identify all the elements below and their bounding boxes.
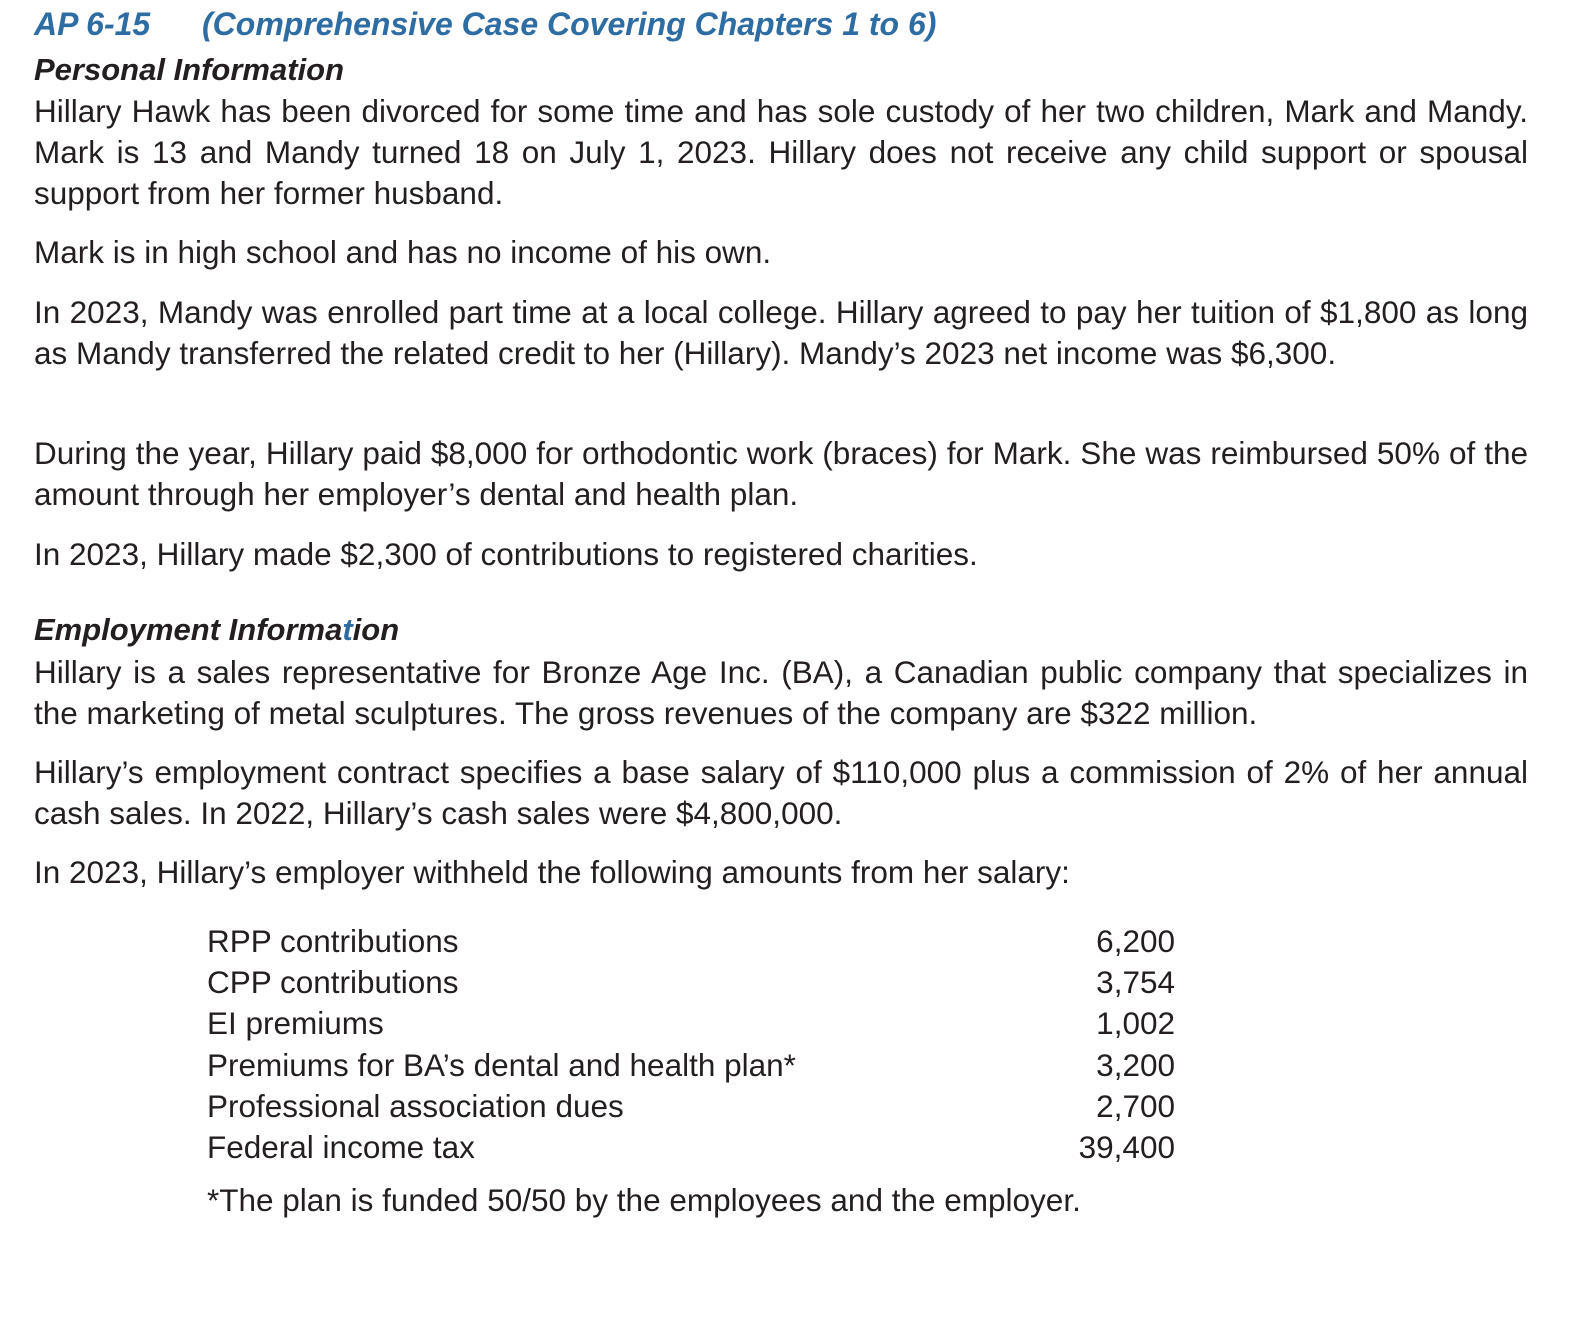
- withholding-amount: 1,002: [1096, 1005, 1175, 1042]
- personal-information-heading: Personal Information: [34, 52, 345, 87]
- withholding-amount: 6,200: [1096, 923, 1175, 959]
- problem-title-text: (Comprehensive Case Covering Chapters 1 to 6): [202, 6, 937, 42]
- table-row: [207, 1086, 1175, 1127]
- personal-paragraph-3: In 2023, Mandy was enrolled part time at a local college. Hillary agreed to pay her tuition of $1,800 as long as Mandy transferred the related credit to her (Hillary). Mandy’s 2023 net income was $6,300.: [34, 294, 1528, 371]
- personal-paragraph-4: During the year, Hillary paid $8,000 for orthodontic work (braces) for Mark. She was reimbursed 50% of the amount through her employer’s dental and health plan.: [34, 435, 1528, 512]
- employment-information-heading: [34, 610, 399, 650]
- table-row: [207, 921, 1175, 962]
- withholding-label: Professional association dues: [207, 1087, 624, 1124]
- problem-number: AP 6-15: [34, 6, 151, 42]
- employment-paragraph-3: In 2023, Hillary’s employer withheld the following amounts from her salary:: [34, 854, 1070, 890]
- withholding-amount: 39,400: [1078, 1129, 1175, 1166]
- withholdings-table: [207, 921, 1175, 1168]
- employment-heading-part-1: Employment Informa: [34, 612, 343, 647]
- table-row: [207, 1127, 1175, 1168]
- personal-paragraph-2: Mark is in high school and has no income of his own.: [34, 234, 772, 270]
- table-row: [207, 1003, 1175, 1044]
- employment-paragraph-1: Hillary is a sales representative for Bronze Age Inc. (BA), a Canadian public company that specializes in the marketing of metal sculptures. The gross revenues of the company are $322 million.: [34, 654, 1528, 731]
- employment-paragraph-2: Hillary’s employment contract specifies a base salary of $110,000 plus a commission of 2% of her annual cash sales. In 2022, Hillary’s cash sales were $4,800,000.: [34, 754, 1528, 831]
- withholding-label: CPP contributions: [207, 964, 459, 1001]
- table-row: [207, 1045, 1175, 1086]
- employment-heading-highlight: t: [342, 612, 353, 647]
- employment-heading-part-2: ion: [352, 612, 400, 647]
- withholding-amount: 2,700: [1096, 1087, 1175, 1124]
- table-row: [207, 962, 1175, 1003]
- withholding-label: EI premiums: [207, 1005, 384, 1042]
- withholding-label: Federal income tax: [207, 1129, 475, 1166]
- withholding-label: RPP contributions: [207, 923, 459, 959]
- problem-title: [34, 4, 936, 44]
- personal-paragraph-1: Hillary Hawk has been divorced for some time and has sole custody of her two children, Mark and Mandy. Mark is 13 and Mandy turned 18 on July 1, 2023. Hillary does not receive any child support or spousal support from her former husband.: [34, 93, 1528, 211]
- withholding-amount: 3,200: [1096, 1046, 1175, 1083]
- withholding-amount: 3,754: [1096, 964, 1175, 1001]
- withholding-label: Premiums for BA’s dental and health plan*: [207, 1046, 796, 1083]
- personal-paragraph-5: In 2023, Hillary made $2,300 of contributions to registered charities.: [34, 536, 978, 572]
- plan-footnote: *The plan is funded 50/50 by the employees and the employer.: [207, 1182, 1081, 1218]
